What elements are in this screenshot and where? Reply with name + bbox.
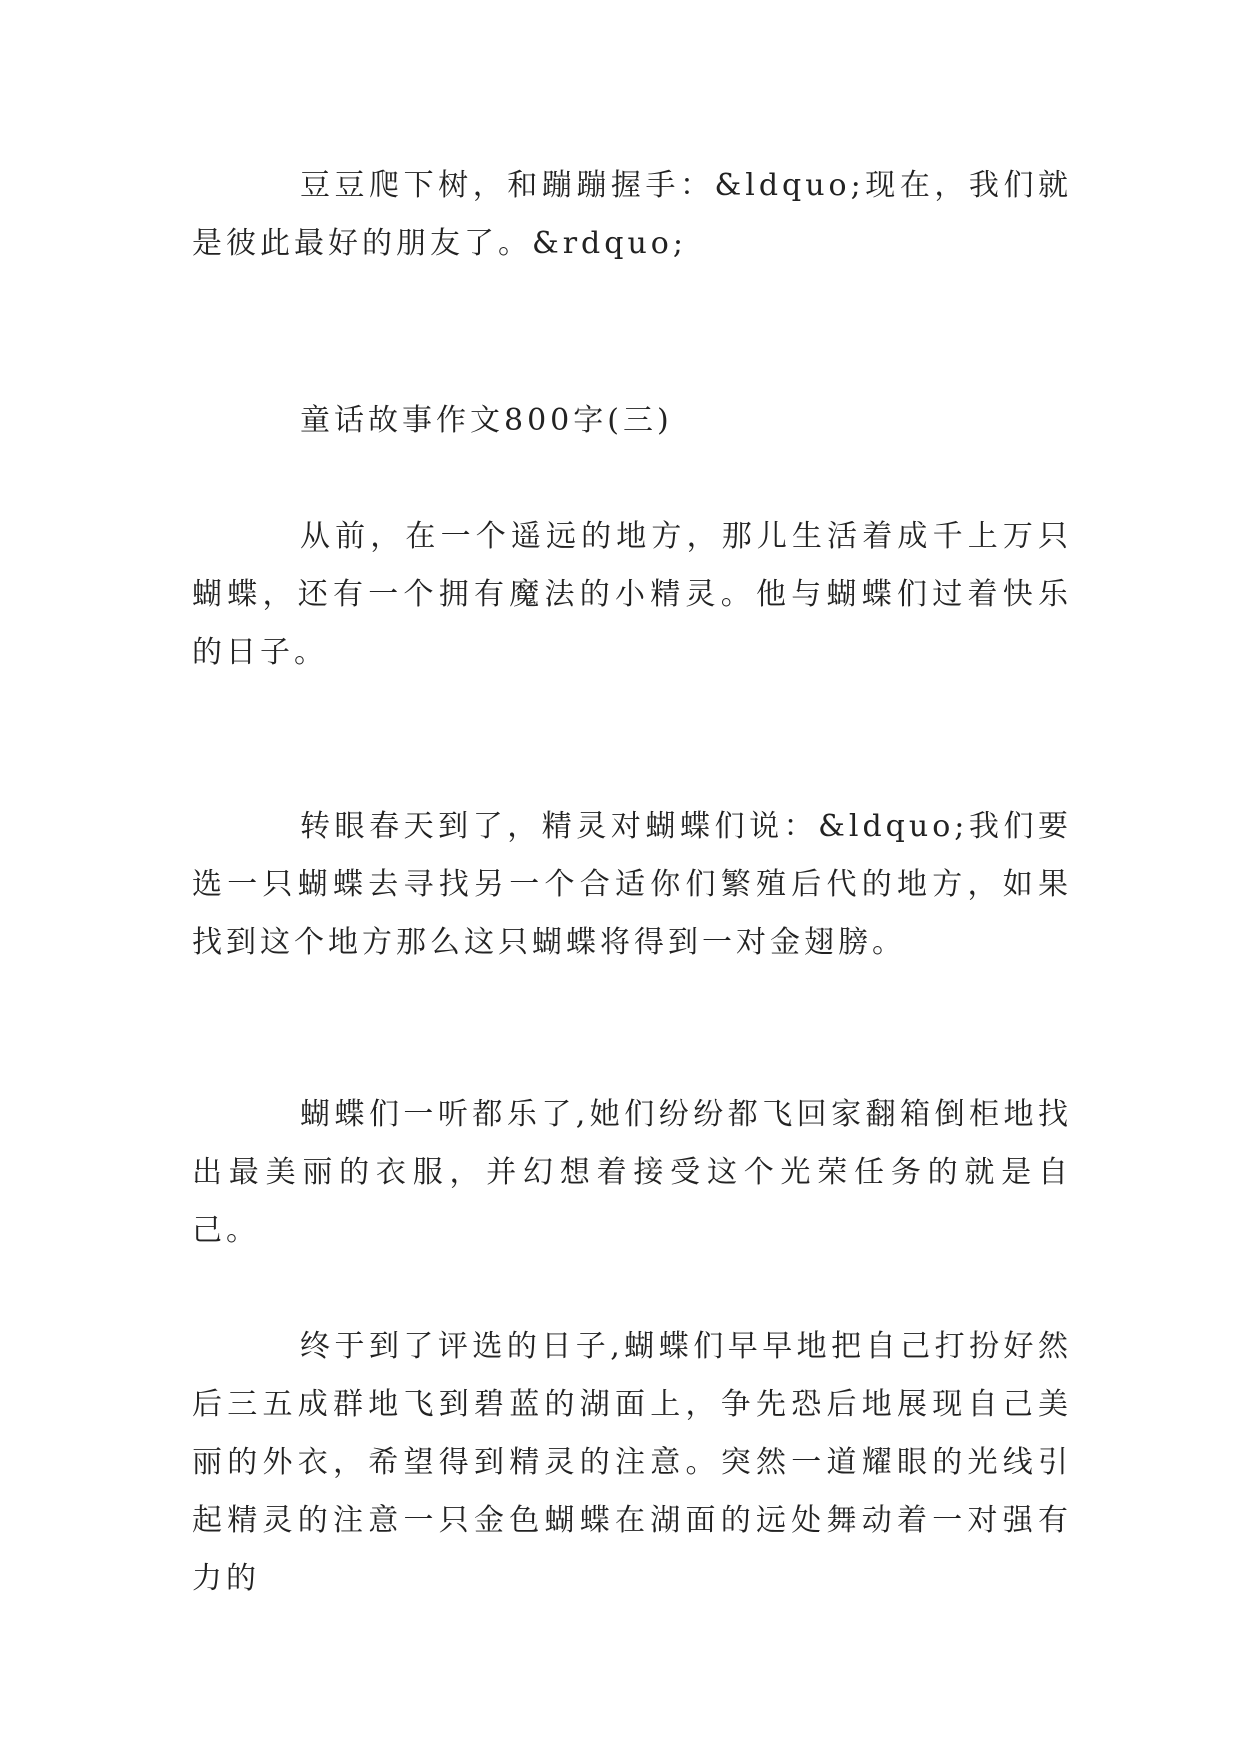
paragraph-intro: 从前，在一个遥远的地方，那儿生活着成千上万只蝴蝶，还有一个拥有魔法的小精灵。他与蝴蝶们过着快乐的日子。 [192, 519, 1072, 670]
paragraph-butterflies-happy: 蝴蝶们一听都乐了,她们纷纷都飞回家翻箱倒柜地找出最美丽的衣服，并幻想着接受这个光荣任务的就是自己。 [192, 1097, 1072, 1248]
paragraph-selection-day: 终于到了评选的日子,蝴蝶们早早地把自己打扮好然后三五成群地飞到碧蓝的湖面上，争先恐后地展现自己美丽的外衣，希望得到精灵的注意。突然一道耀眼的光线引起精灵的注意一只金色蝴蝶在湖面的远处舞动着一对强有力的 [192, 1329, 1072, 1596]
paragraph-friends: 豆豆爬下树，和蹦蹦握手：&ldquo;现在，我们就是彼此最好的朋友了。&rdquo; [192, 168, 1072, 261]
section-heading: 童话故事作文800字(三) [300, 403, 673, 438]
paragraph-spring: 转眼春天到了，精灵对蝴蝶们说：&ldquo;我们要选一只蝴蝶去寻找另一个合适你们繁殖后代的地方，如果找到这个地方那么这只蝴蝶将得到一对金翅膀。 [192, 809, 1072, 960]
